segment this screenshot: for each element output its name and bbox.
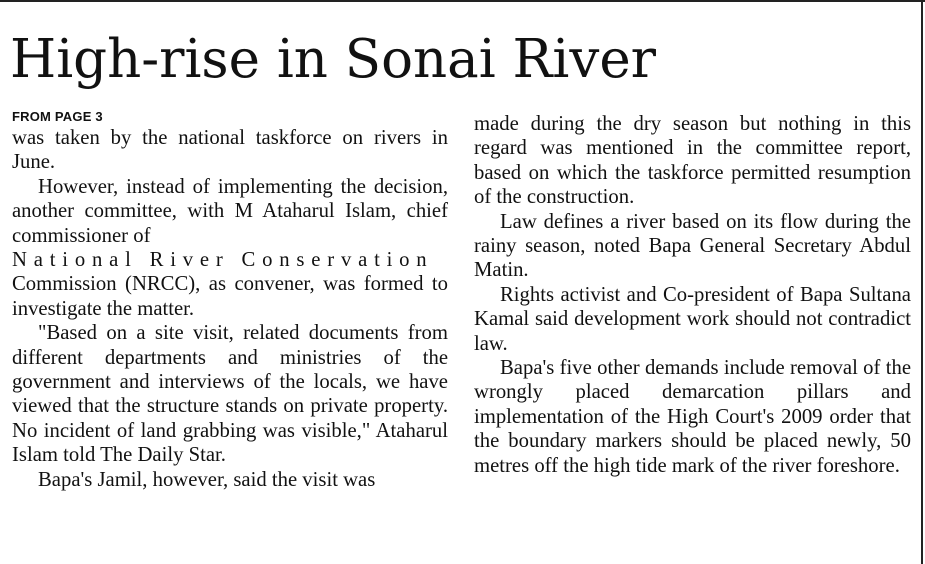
paragraph: made during the dry season but nothing in this regard was mentioned in the committee report, based on which the taskforce permitted resumption of the construction. bbox=[474, 113, 911, 209]
left-column bbox=[12, 108, 448, 492]
paragraph: Law defines a river based on its flow during the rainy season, noted Bapa General Secretary Abdul Matin. bbox=[474, 210, 911, 282]
jump-label: FROM PAGE 3 bbox=[12, 109, 103, 124]
right-column bbox=[474, 112, 911, 478]
paragraph-spaced-line: National River Conservation bbox=[12, 249, 434, 272]
paragraph bbox=[12, 175, 448, 248]
paragraph-text: However, instead of implementing the decision, another committee, with M Ataharul Islam, chief commissioner of bbox=[12, 175, 448, 247]
paragraph: "Based on a site visit, related documents from different departments and ministries of the government and interviews of the locals, we have viewed that the structure stands on private property. No incident of land grabbing was visible," Ataharul Islam told The Daily Star. bbox=[12, 322, 448, 467]
paragraph: Bapa's five other demands include removal of the wrongly placed demarcation pillars and implementation of the High Court's 2009 order that the boundary markers should be placed newly, 50 metres off the high tide mark of the river foreshore. bbox=[474, 357, 911, 477]
paragraph: Rights activist and Co-president of Bapa Sultana Kamal said development work should not contradict law. bbox=[474, 283, 911, 355]
right-border-rule bbox=[921, 0, 923, 564]
paragraph: was taken by the national taskforce on rivers in June. bbox=[12, 127, 448, 174]
paragraph-continued: Commission (NRCC), as convener, was formed to investigate the matter. bbox=[12, 273, 448, 320]
headline: High-rise in Sonai River bbox=[10, 29, 657, 90]
paragraph: Bapa's Jamil, however, said the visit was bbox=[38, 468, 376, 491]
top-border-rule bbox=[0, 0, 925, 2]
